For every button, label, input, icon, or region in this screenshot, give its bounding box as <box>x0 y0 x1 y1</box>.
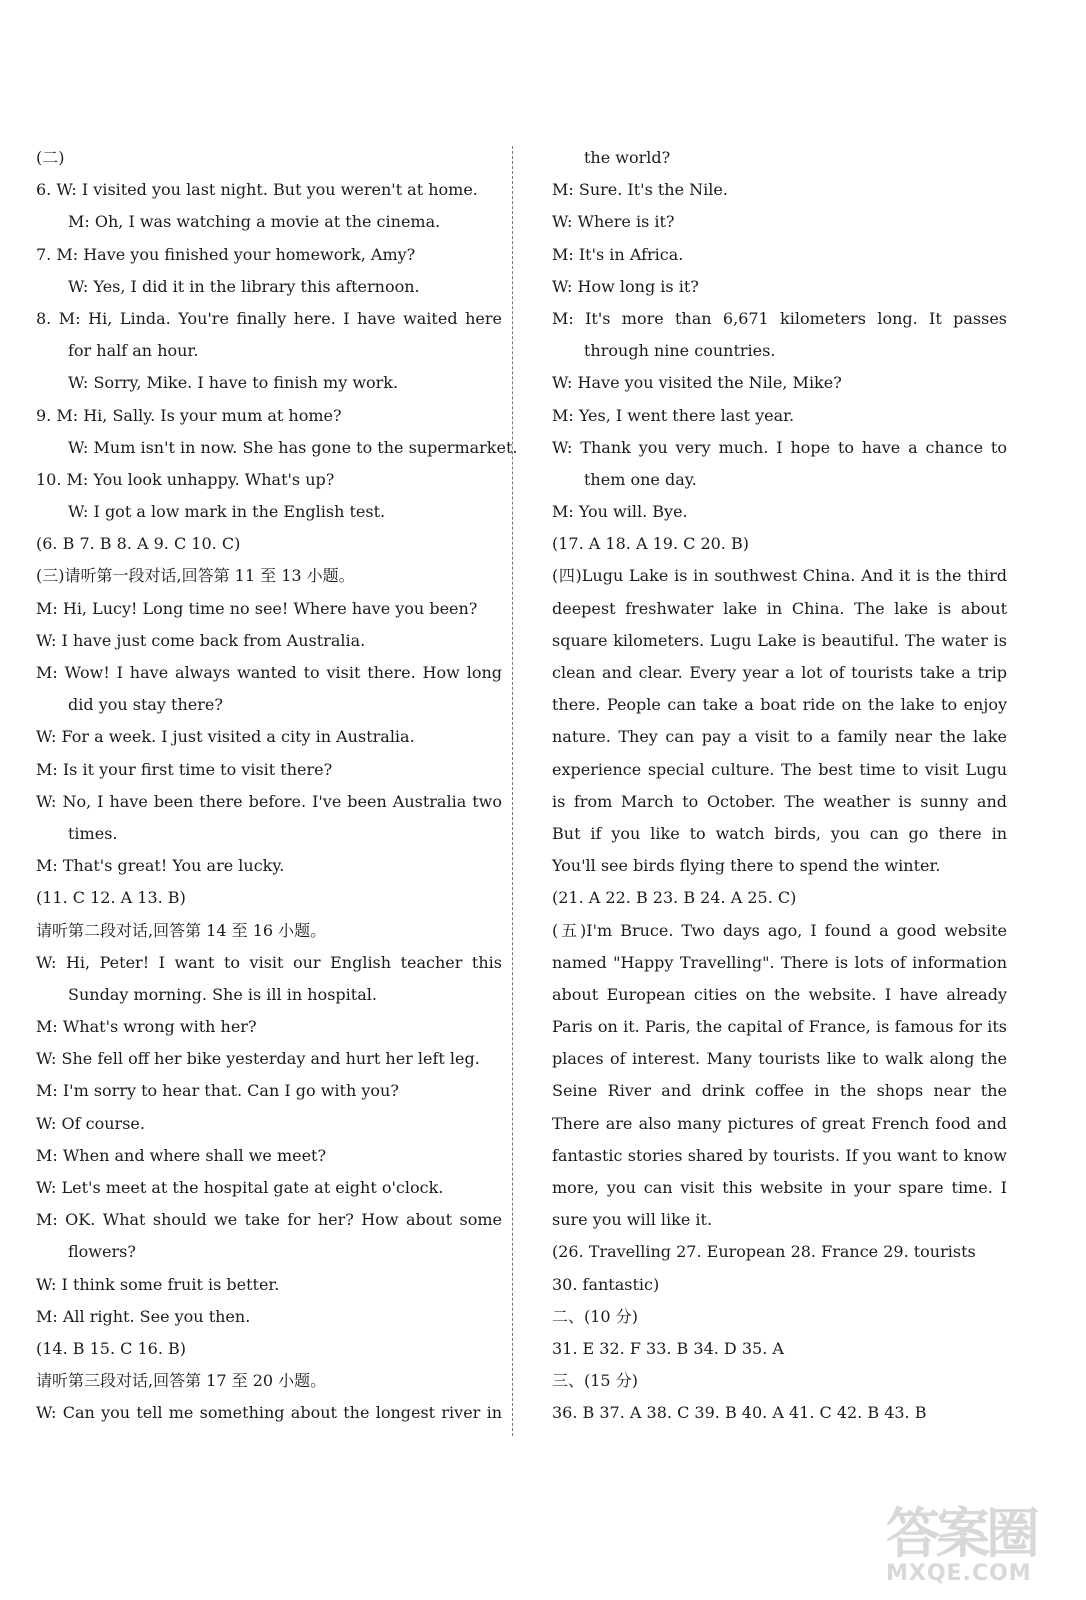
text-line: There are also many pictures of great French food and <box>552 1113 1007 1133</box>
text-line: Sunday morning. She is ill in hospital. <box>68 984 377 1004</box>
text-line: (17. A 18. A 19. C 20. B) <box>552 534 749 554</box>
watermark-logo <box>886 1502 1076 1594</box>
text-line: But if you like to watch birds, you can go there in <box>552 823 1007 843</box>
text-line: M: It's in Africa. <box>552 244 684 264</box>
text-line: 9. M: Hi, Sally. Is your mum at home? <box>36 405 342 425</box>
text-line: there. People can take a boat ride on the lake to enjoy <box>552 695 1007 715</box>
text-line: 36. B 37. A 38. C 39. B 40. A 41. C 42. B 43. B <box>552 1403 927 1423</box>
text-line: (21. A 22. B 23. B 24. A 25. C) <box>552 888 797 908</box>
text-line: M: Sure. It's the Nile. <box>552 180 728 200</box>
text-line: W: Where is it? <box>552 212 675 232</box>
text-line: M: It's more than 6,671 kilometers long. It passes <box>552 308 1007 328</box>
text-line: places of interest. Many tourists like to walk along the <box>552 1049 1007 1069</box>
text-line: W: I have just come back from Australia. <box>36 630 366 650</box>
text-line: square kilometers. Lugu Lake is beautiful. The water is <box>552 630 1007 650</box>
text-line: W: No, I have been there before. I've been Australia two <box>36 791 502 811</box>
text-line: (11. C 12. A 13. B) <box>36 888 186 908</box>
text-line: for half an hour. <box>68 341 199 361</box>
text-line: M: When and where shall we meet? <box>36 1145 327 1165</box>
watermark-cn: 答案圈 <box>886 1502 1036 1565</box>
text-line: W: Yes, I did it in the library this afternoon. <box>68 276 420 296</box>
text-line: deepest freshwater lake in China. The lake is about <box>552 598 1007 618</box>
text-line: (五)I'm Bruce. Two days ago, I found a good website <box>552 920 1007 940</box>
text-line: (6. B 7. B 8. A 9. C 10. C) <box>36 534 241 554</box>
text-line: more, you can visit this website in your spare time. I <box>552 1178 1007 1197</box>
text-line: named "Happy Travelling". There is lots of information <box>552 952 1007 972</box>
text-line: 8. M: Hi, Linda. You're finally here. I have waited here <box>36 308 502 328</box>
text-line: M: OK. What should we take for her? How about some <box>36 1210 502 1230</box>
text-line: W: Thank you very much. I hope to have a chance to <box>552 437 1007 457</box>
text-line: times. <box>68 823 118 843</box>
text-line: (二) <box>36 148 65 167</box>
text-line: 30. fantastic) <box>552 1274 660 1294</box>
text-line: through nine countries. <box>584 341 776 361</box>
text-line: W: Have you visited the Nile, Mike? <box>552 373 842 393</box>
text-line: M: I'm sorry to hear that. Can I go with you? <box>36 1081 399 1101</box>
text-line: fantastic stories shared by tourists. If you want to know <box>552 1145 1007 1165</box>
text-line: M: That's great! You are lucky. <box>36 856 285 876</box>
text-line: W: Mum isn't in now. She has gone to the supermarket. <box>68 437 518 457</box>
right-column <box>552 142 1007 1430</box>
text-line: M: Yes, I went there last year. <box>552 405 795 425</box>
text-line: M: All right. See you then. <box>36 1306 251 1326</box>
text-line: 10. M: You look unhappy. What's up? <box>36 469 335 489</box>
text-line: M: You will. Bye. <box>552 502 688 522</box>
text-line: W: Hi, Peter! I want to visit our English teacher this <box>36 952 502 972</box>
text-line: is from March to October. The weather is sunny and <box>552 791 1007 811</box>
text-line: 6. W: I visited you last night. But you weren't at home. <box>36 180 478 200</box>
text-line: W: Let's meet at the hospital gate at eight o'clock. <box>36 1178 444 1197</box>
text-line: nature. They can pay a visit to a family near the lake <box>552 727 1007 747</box>
text-line: (26. Travelling 27. European 28. France 29. tourists <box>552 1242 976 1262</box>
text-line: 31. E 32. F 33. B 34. D 35. A <box>552 1338 784 1358</box>
text-line: M: Oh, I was watching a movie at the cinema. <box>68 212 441 232</box>
text-line: W: I got a low mark in the English test. <box>68 502 386 522</box>
text-line: experience special culture. The best time to visit Lugu <box>552 759 1007 779</box>
text-line: flowers? <box>68 1242 136 1262</box>
text-line: (四)Lugu Lake is in southwest China. And it is the third <box>552 566 1007 586</box>
text-line: Paris on it. Paris, the capital of France, is famous for its <box>552 1017 1007 1037</box>
left-column <box>36 142 518 1430</box>
text-line: (三)请听第一段对话,回答第 11 至 13 小题。 <box>36 566 355 586</box>
text-line: W: Can you tell me something about the longest river in <box>36 1403 502 1423</box>
text-line: W: For a week. I just visited a city in Australia. <box>36 727 415 747</box>
text-line: about European cities on the website. I have already <box>552 984 1007 1004</box>
text-line: M: Wow! I have always wanted to visit there. How long <box>36 663 502 682</box>
text-line: 7. M: Have you finished your homework, Amy? <box>36 244 416 264</box>
text-line: did you stay there? <box>68 695 223 715</box>
text-line: W: She fell off her bike yesterday and hurt her left leg. <box>36 1049 480 1069</box>
text-line: clean and clear. Every year a lot of tourists take a trip <box>552 663 1007 682</box>
text-line: them one day. <box>584 469 697 489</box>
text-line: W: I think some fruit is better. <box>36 1274 280 1294</box>
text-line: M: Hi, Lucy! Long time no see! Where have you been? <box>36 598 478 618</box>
text-line: You'll see birds flying there to spend the winter. <box>552 856 941 876</box>
text-line: 二、(10 分) <box>552 1306 638 1326</box>
text-line: 请听第三段对话,回答第 17 至 20 小题。 <box>36 1371 327 1391</box>
text-line: (14. B 15. C 16. B) <box>36 1338 187 1358</box>
text-line: W: How long is it? <box>552 276 699 296</box>
text-line: M: What's wrong with her? <box>36 1017 257 1037</box>
text-line: 三、(15 分) <box>552 1371 638 1391</box>
text-line: M: Is it your first time to visit there? <box>36 759 333 779</box>
text-line: W: Sorry, Mike. I have to finish my work. <box>68 373 399 393</box>
text-line: 请听第二段对话,回答第 14 至 16 小题。 <box>36 920 327 940</box>
text-line: W: Of course. <box>36 1113 145 1133</box>
text-line: the world? <box>584 148 671 167</box>
watermark-en: MXQE.COM <box>886 1561 1032 1586</box>
column-divider <box>512 146 513 1436</box>
text-line: Seine River and drink coffee in the shops near the <box>552 1081 1007 1101</box>
text-line: sure you will like it. <box>552 1210 713 1230</box>
